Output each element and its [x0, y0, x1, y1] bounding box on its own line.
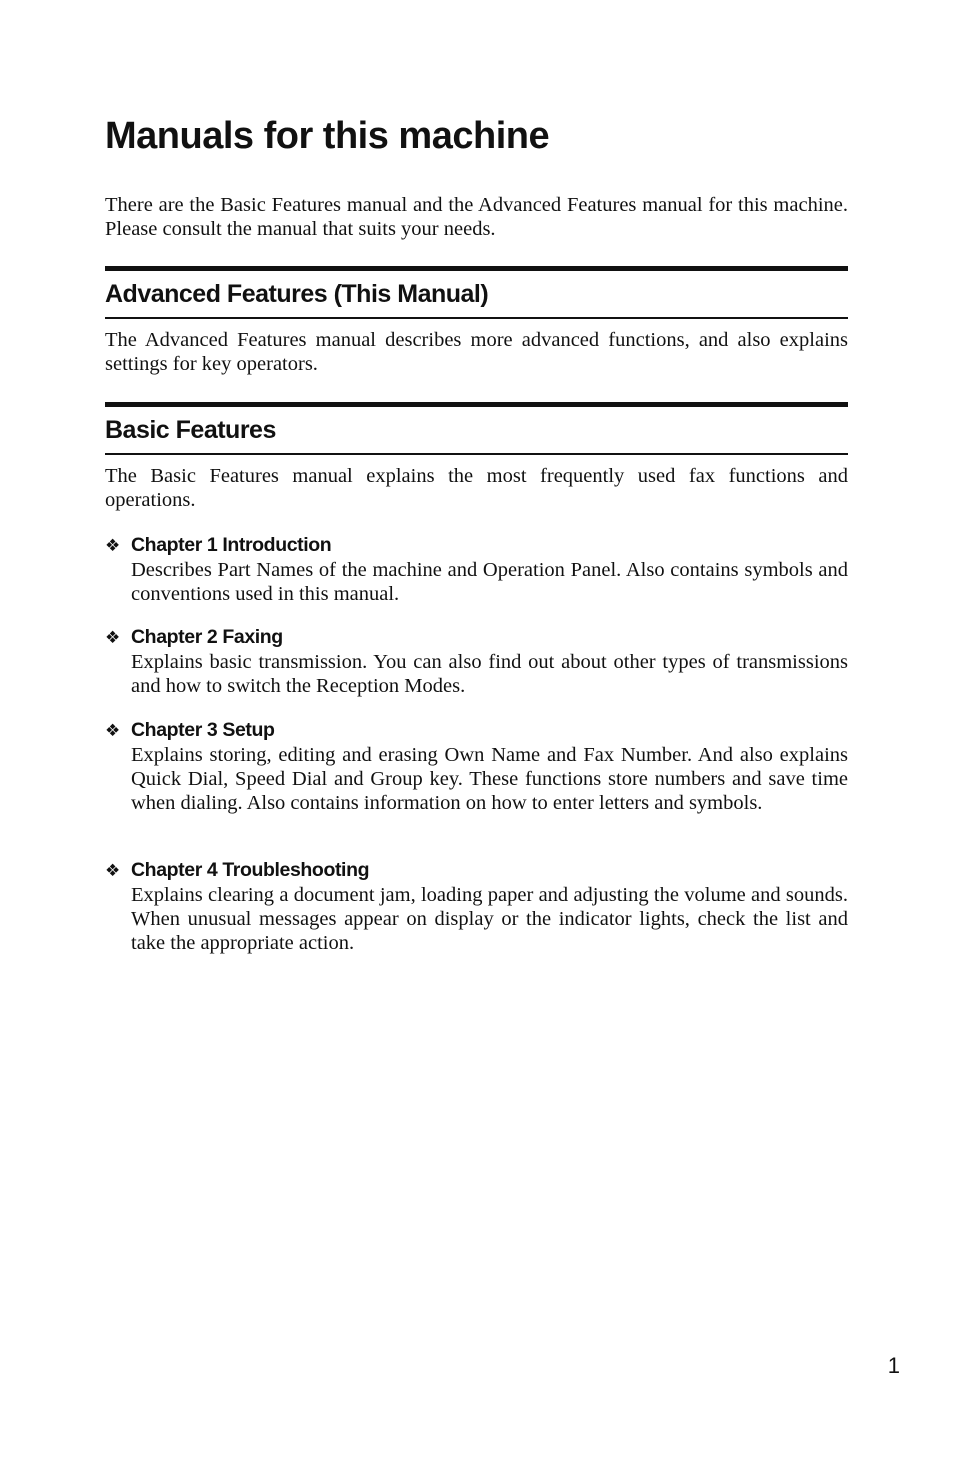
chapter-4-item — [105, 857, 848, 955]
section-paragraph: The Basic Features manual explains the most frequently used fax functions and operations. — [105, 465, 848, 511]
section-heading: Basic Features — [105, 416, 276, 444]
diamond-bullet-icon: ❖ — [105, 536, 121, 555]
chapter-title: Chapter 2 Faxing — [131, 626, 283, 648]
diamond-bullet-icon: ❖ — [105, 628, 121, 647]
chapter-heading — [105, 717, 848, 743]
page-title: Manuals for this machine — [105, 115, 550, 157]
chapter-heading — [105, 532, 848, 558]
page-number: 1 — [887, 1353, 900, 1378]
chapter-heading — [105, 624, 848, 650]
chapter-title: Chapter 1 Introduction — [131, 534, 332, 556]
section-basic-features — [105, 402, 848, 512]
chapter-description: Explains basic transmission. You can also find out about other types of transmissions and how to switch the Reception Modes. — [131, 651, 848, 697]
chapter-1-item — [105, 532, 848, 606]
chapter-description: Describes Part Names of the machine and Operation Panel. Also contains symbols and conventions used in this manual. — [131, 559, 848, 605]
intro-paragraph: There are the Basic Features manual and the Advanced Features manual for this machine. Please consult the manual that suits your needs. — [105, 194, 848, 240]
section-advanced-features — [105, 266, 848, 376]
chapter-3-item — [105, 717, 848, 815]
chapter-title: Chapter 3 Setup — [131, 719, 275, 741]
chapter-description: Explains storing, editing and erasing Own Name and Fax Number. And also explains Quick Dial, Speed Dial and Group key. These functions store numbers and save time when dialing. Also contains information on how to enter letters and symbols. — [131, 744, 848, 814]
chapter-title: Chapter 4 Troubleshooting — [131, 859, 370, 881]
diamond-bullet-icon: ❖ — [105, 861, 121, 880]
diamond-bullet-icon: ❖ — [105, 721, 121, 740]
section-paragraph: The Advanced Features manual describes more advanced functions, and also explains settings for key operators. — [105, 329, 848, 375]
section-heading: Advanced Features (This Manual) — [105, 280, 489, 308]
section-bottom-rule — [105, 453, 848, 455]
chapter-description: Explains clearing a document jam, loading paper and adjusting the volume and sounds. When unusual messages appear on display or the indicator lights, check the list and take the appropriate action. — [131, 884, 848, 954]
chapter-2-item — [105, 624, 848, 698]
section-bottom-rule — [105, 317, 848, 319]
chapter-heading — [105, 857, 848, 883]
